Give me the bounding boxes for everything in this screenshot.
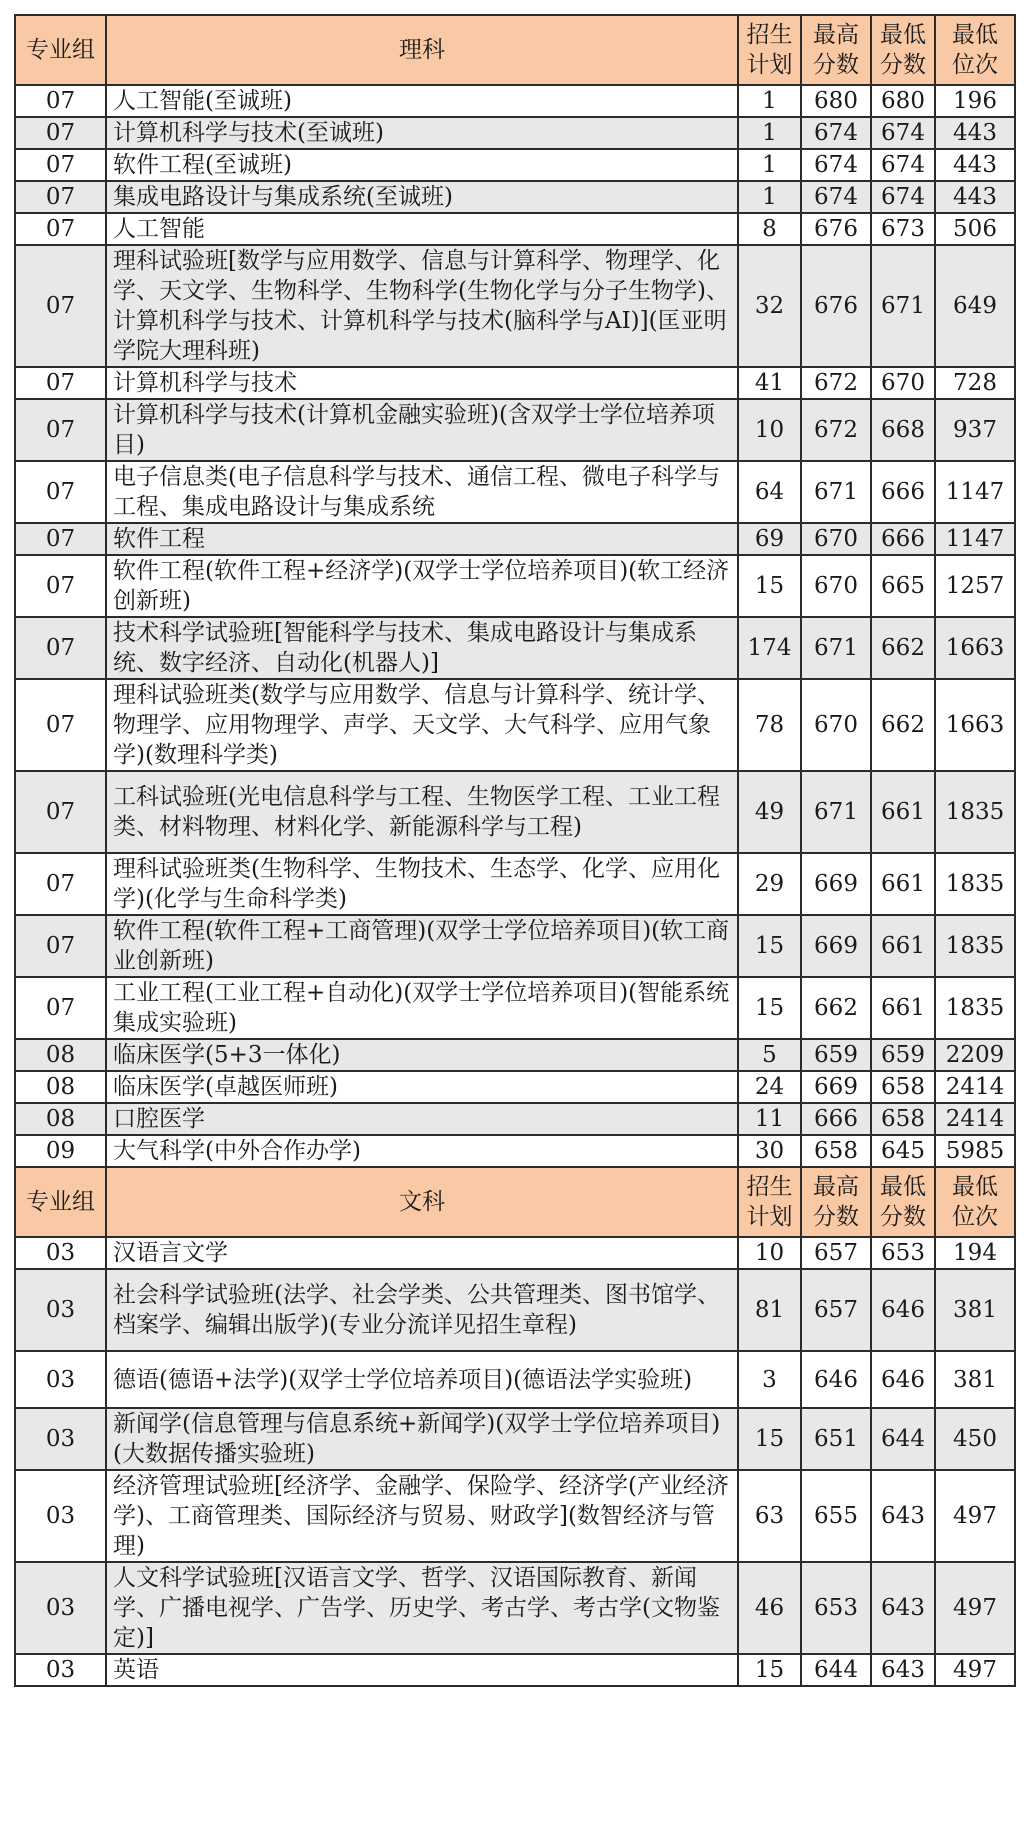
group-cell: 03 bbox=[15, 1470, 106, 1562]
min-score-cell: 665 bbox=[871, 555, 935, 617]
major-cell: 工业工程(工业工程+自动化)(双学士学位培养项目)(智能系统集成实验班) bbox=[106, 977, 738, 1039]
major-cell: 汉语言文学 bbox=[106, 1237, 738, 1269]
table-row bbox=[15, 1562, 1015, 1654]
header-plan-label: 招生 计划 bbox=[738, 15, 801, 85]
header-max-label: 最高 分数 bbox=[801, 15, 871, 85]
min-score-cell: 674 bbox=[871, 149, 935, 181]
min-rank-cell: 728 bbox=[935, 367, 1015, 399]
table-row bbox=[15, 679, 1015, 771]
min-score-cell: 646 bbox=[871, 1351, 935, 1408]
group-cell: 07 bbox=[15, 461, 106, 523]
min-rank-cell: 194 bbox=[935, 1237, 1015, 1269]
max-score-cell: 653 bbox=[801, 1562, 871, 1654]
major-cell: 德语(德语+法学)(双学士学位培养项目)(德语法学实验班) bbox=[106, 1351, 738, 1408]
min-rank-cell: 497 bbox=[935, 1654, 1015, 1686]
min-rank-cell: 2414 bbox=[935, 1103, 1015, 1135]
plan-cell: 1 bbox=[738, 181, 801, 213]
table-row bbox=[15, 1103, 1015, 1135]
table-row bbox=[15, 1135, 1015, 1167]
group-cell: 07 bbox=[15, 555, 106, 617]
major-cell: 软件工程(软件工程+经济学)(双学士学位培养项目)(软工经济创新班) bbox=[106, 555, 738, 617]
min-score-cell: 643 bbox=[871, 1562, 935, 1654]
table-row bbox=[15, 1237, 1015, 1269]
plan-cell: 24 bbox=[738, 1071, 801, 1103]
min-rank-cell: 381 bbox=[935, 1351, 1015, 1408]
min-rank-cell: 443 bbox=[935, 181, 1015, 213]
min-rank-cell: 497 bbox=[935, 1470, 1015, 1562]
group-cell: 09 bbox=[15, 1135, 106, 1167]
group-cell: 03 bbox=[15, 1408, 106, 1470]
min-score-cell: 680 bbox=[871, 85, 935, 117]
plan-cell: 69 bbox=[738, 523, 801, 555]
header-rank-label: 最低 位次 bbox=[935, 15, 1015, 85]
min-score-cell: 668 bbox=[871, 399, 935, 461]
min-score-cell: 644 bbox=[871, 1408, 935, 1470]
plan-cell: 64 bbox=[738, 461, 801, 523]
plan-cell: 1 bbox=[738, 149, 801, 181]
group-cell: 07 bbox=[15, 85, 106, 117]
table-row bbox=[15, 367, 1015, 399]
group-cell: 08 bbox=[15, 1103, 106, 1135]
group-cell: 07 bbox=[15, 617, 106, 679]
table-row bbox=[15, 1071, 1015, 1103]
plan-cell: 46 bbox=[738, 1562, 801, 1654]
max-score-cell: 662 bbox=[801, 977, 871, 1039]
major-cell: 工科试验班(光电信息科学与工程、生物医学工程、工业工程类、材料物理、材料化学、新能源科学与工程) bbox=[106, 771, 738, 853]
major-cell: 计算机科学与技术 bbox=[106, 367, 738, 399]
header-min-label: 最低 分数 bbox=[871, 15, 935, 85]
major-cell: 新闻学(信息管理与信息系统+新闻学)(双学士学位培养项目)(大数据传播实验班) bbox=[106, 1408, 738, 1470]
table-row bbox=[15, 149, 1015, 181]
major-cell: 大气科学(中外合作办学) bbox=[106, 1135, 738, 1167]
max-score-cell: 670 bbox=[801, 523, 871, 555]
min-score-cell: 674 bbox=[871, 181, 935, 213]
plan-cell: 3 bbox=[738, 1351, 801, 1408]
max-score-cell: 657 bbox=[801, 1269, 871, 1351]
table-row bbox=[15, 617, 1015, 679]
max-score-cell: 670 bbox=[801, 555, 871, 617]
major-cell: 理科试验班类(数学与应用数学、信息与计算科学、统计学、物理学、应用物理学、声学、天文学、大气科学、应用气象学)(数理科学类) bbox=[106, 679, 738, 771]
min-rank-cell: 450 bbox=[935, 1408, 1015, 1470]
min-score-cell: 643 bbox=[871, 1654, 935, 1686]
plan-cell: 15 bbox=[738, 555, 801, 617]
group-cell: 08 bbox=[15, 1039, 106, 1071]
plan-cell: 41 bbox=[738, 367, 801, 399]
min-score-cell: 646 bbox=[871, 1269, 935, 1351]
header-min-label: 最低 分数 bbox=[871, 1167, 935, 1237]
max-score-cell: 669 bbox=[801, 853, 871, 915]
max-score-cell: 674 bbox=[801, 117, 871, 149]
min-rank-cell: 2414 bbox=[935, 1071, 1015, 1103]
major-cell: 人工智能 bbox=[106, 213, 738, 245]
min-rank-cell: 1147 bbox=[935, 523, 1015, 555]
group-cell: 07 bbox=[15, 771, 106, 853]
group-cell: 07 bbox=[15, 181, 106, 213]
group-cell: 07 bbox=[15, 367, 106, 399]
min-score-cell: 661 bbox=[871, 977, 935, 1039]
major-cell: 临床医学(5+3一体化) bbox=[106, 1039, 738, 1071]
max-score-cell: 669 bbox=[801, 1071, 871, 1103]
header-category-label: 文科 bbox=[106, 1167, 738, 1237]
table-row bbox=[15, 555, 1015, 617]
major-cell: 口腔医学 bbox=[106, 1103, 738, 1135]
major-cell: 理科试验班类(生物科学、生物技术、生态学、化学、应用化学)(化学与生命科学类) bbox=[106, 853, 738, 915]
min-score-cell: 666 bbox=[871, 461, 935, 523]
plan-cell: 1 bbox=[738, 117, 801, 149]
major-cell: 人工智能(至诚班) bbox=[106, 85, 738, 117]
min-rank-cell: 1835 bbox=[935, 915, 1015, 977]
plan-cell: 10 bbox=[738, 1237, 801, 1269]
plan-cell: 8 bbox=[738, 213, 801, 245]
table-row bbox=[15, 853, 1015, 915]
min-rank-cell: 443 bbox=[935, 117, 1015, 149]
min-rank-cell: 649 bbox=[935, 245, 1015, 367]
table-row bbox=[15, 523, 1015, 555]
table-row bbox=[15, 771, 1015, 853]
min-rank-cell: 1147 bbox=[935, 461, 1015, 523]
major-cell: 英语 bbox=[106, 1654, 738, 1686]
header-max-label: 最高 分数 bbox=[801, 1167, 871, 1237]
max-score-cell: 676 bbox=[801, 245, 871, 367]
group-cell: 03 bbox=[15, 1654, 106, 1686]
min-score-cell: 659 bbox=[871, 1039, 935, 1071]
min-score-cell: 658 bbox=[871, 1071, 935, 1103]
min-score-cell: 661 bbox=[871, 771, 935, 853]
table-row bbox=[15, 1470, 1015, 1562]
major-cell: 软件工程 bbox=[106, 523, 738, 555]
min-rank-cell: 5985 bbox=[935, 1135, 1015, 1167]
max-score-cell: 644 bbox=[801, 1654, 871, 1686]
plan-cell: 78 bbox=[738, 679, 801, 771]
min-rank-cell: 1835 bbox=[935, 853, 1015, 915]
header-plan-label: 招生 计划 bbox=[738, 1167, 801, 1237]
min-score-cell: 674 bbox=[871, 117, 935, 149]
table-row bbox=[15, 1654, 1015, 1686]
table-row bbox=[15, 213, 1015, 245]
plan-cell: 11 bbox=[738, 1103, 801, 1135]
group-cell: 03 bbox=[15, 1562, 106, 1654]
max-score-cell: 680 bbox=[801, 85, 871, 117]
min-rank-cell: 1663 bbox=[935, 617, 1015, 679]
group-cell: 07 bbox=[15, 915, 106, 977]
major-cell: 技术科学试验班[智能科学与技术、集成电路设计与集成系统、数字经济、自动化(机器人)] bbox=[106, 617, 738, 679]
table-row bbox=[15, 85, 1015, 117]
max-score-cell: 672 bbox=[801, 399, 871, 461]
min-rank-cell: 497 bbox=[935, 1562, 1015, 1654]
plan-cell: 15 bbox=[738, 1408, 801, 1470]
min-score-cell: 645 bbox=[871, 1135, 935, 1167]
header-group-label: 专业组 bbox=[15, 15, 106, 85]
major-cell: 人文科学试验班[汉语言文学、哲学、汉语国际教育、新闻学、广播电视学、广告学、历史学、考古学、考古学(文物鉴定)] bbox=[106, 1562, 738, 1654]
group-cell: 07 bbox=[15, 679, 106, 771]
header-group-label: 专业组 bbox=[15, 1167, 106, 1237]
group-cell: 07 bbox=[15, 523, 106, 555]
max-score-cell: 666 bbox=[801, 1103, 871, 1135]
section-header-row bbox=[15, 1167, 1015, 1237]
max-score-cell: 672 bbox=[801, 367, 871, 399]
plan-cell: 15 bbox=[738, 977, 801, 1039]
plan-cell: 15 bbox=[738, 1654, 801, 1686]
group-cell: 03 bbox=[15, 1237, 106, 1269]
major-cell: 软件工程(至诚班) bbox=[106, 149, 738, 181]
major-cell: 电子信息类(电子信息科学与技术、通信工程、微电子科学与工程、集成电路设计与集成系统 bbox=[106, 461, 738, 523]
max-score-cell: 676 bbox=[801, 213, 871, 245]
min-score-cell: 661 bbox=[871, 915, 935, 977]
table-row bbox=[15, 1351, 1015, 1408]
min-rank-cell: 1257 bbox=[935, 555, 1015, 617]
max-score-cell: 674 bbox=[801, 181, 871, 213]
min-score-cell: 671 bbox=[871, 245, 935, 367]
admission-scores-table bbox=[14, 14, 1016, 1687]
major-cell: 经济管理试验班[经济学、金融学、保险学、经济学(产业经济学)、工商管理类、国际经济与贸易、财政学](数智经济与管理) bbox=[106, 1470, 738, 1562]
max-score-cell: 671 bbox=[801, 771, 871, 853]
plan-cell: 81 bbox=[738, 1269, 801, 1351]
min-rank-cell: 2209 bbox=[935, 1039, 1015, 1071]
table-row bbox=[15, 1269, 1015, 1351]
header-rank-label: 最低 位次 bbox=[935, 1167, 1015, 1237]
major-cell: 社会科学试验班(法学、社会学类、公共管理类、图书馆学、档案学、编辑出版学)(专业分流详见招生章程) bbox=[106, 1269, 738, 1351]
max-score-cell: 655 bbox=[801, 1470, 871, 1562]
min-rank-cell: 1835 bbox=[935, 977, 1015, 1039]
header-category-label: 理科 bbox=[106, 15, 738, 85]
section-header-row bbox=[15, 15, 1015, 85]
table-row bbox=[15, 117, 1015, 149]
plan-cell: 30 bbox=[738, 1135, 801, 1167]
plan-cell: 5 bbox=[738, 1039, 801, 1071]
plan-cell: 49 bbox=[738, 771, 801, 853]
group-cell: 07 bbox=[15, 853, 106, 915]
table-row bbox=[15, 915, 1015, 977]
min-score-cell: 670 bbox=[871, 367, 935, 399]
min-rank-cell: 937 bbox=[935, 399, 1015, 461]
max-score-cell: 658 bbox=[801, 1135, 871, 1167]
major-cell: 集成电路设计与集成系统(至诚班) bbox=[106, 181, 738, 213]
group-cell: 07 bbox=[15, 117, 106, 149]
min-rank-cell: 381 bbox=[935, 1269, 1015, 1351]
max-score-cell: 659 bbox=[801, 1039, 871, 1071]
max-score-cell: 657 bbox=[801, 1237, 871, 1269]
major-cell: 计算机科学与技术(至诚班) bbox=[106, 117, 738, 149]
plan-cell: 32 bbox=[738, 245, 801, 367]
major-cell: 计算机科学与技术(计算机金融实验班)(含双学士学位培养项目) bbox=[106, 399, 738, 461]
plan-cell: 1 bbox=[738, 85, 801, 117]
plan-cell: 63 bbox=[738, 1470, 801, 1562]
table-row bbox=[15, 399, 1015, 461]
table-row bbox=[15, 977, 1015, 1039]
max-score-cell: 670 bbox=[801, 679, 871, 771]
group-cell: 07 bbox=[15, 213, 106, 245]
max-score-cell: 671 bbox=[801, 617, 871, 679]
min-score-cell: 662 bbox=[871, 617, 935, 679]
table-row bbox=[15, 461, 1015, 523]
group-cell: 08 bbox=[15, 1071, 106, 1103]
min-rank-cell: 1663 bbox=[935, 679, 1015, 771]
plan-cell: 29 bbox=[738, 853, 801, 915]
min-rank-cell: 196 bbox=[935, 85, 1015, 117]
max-score-cell: 646 bbox=[801, 1351, 871, 1408]
min-score-cell: 643 bbox=[871, 1470, 935, 1562]
min-score-cell: 666 bbox=[871, 523, 935, 555]
table-row bbox=[15, 181, 1015, 213]
min-rank-cell: 506 bbox=[935, 213, 1015, 245]
table-row bbox=[15, 1408, 1015, 1470]
plan-cell: 15 bbox=[738, 915, 801, 977]
min-rank-cell: 443 bbox=[935, 149, 1015, 181]
group-cell: 07 bbox=[15, 149, 106, 181]
max-score-cell: 669 bbox=[801, 915, 871, 977]
group-cell: 03 bbox=[15, 1351, 106, 1408]
group-cell: 07 bbox=[15, 245, 106, 367]
plan-cell: 174 bbox=[738, 617, 801, 679]
max-score-cell: 671 bbox=[801, 461, 871, 523]
table-row bbox=[15, 245, 1015, 367]
major-cell: 理科试验班[数学与应用数学、信息与计算科学、物理学、化学、天文学、生物科学、生物科学(生物化学与分子生物学)、计算机科学与技术、计算机科学与技术(脑科学与AI)](匡亚明学院大理科班) bbox=[106, 245, 738, 367]
min-score-cell: 661 bbox=[871, 853, 935, 915]
table-row bbox=[15, 1039, 1015, 1071]
max-score-cell: 674 bbox=[801, 149, 871, 181]
group-cell: 07 bbox=[15, 399, 106, 461]
max-score-cell: 651 bbox=[801, 1408, 871, 1470]
min-score-cell: 653 bbox=[871, 1237, 935, 1269]
min-score-cell: 673 bbox=[871, 213, 935, 245]
group-cell: 07 bbox=[15, 977, 106, 1039]
min-score-cell: 662 bbox=[871, 679, 935, 771]
major-cell: 软件工程(软件工程+工商管理)(双学士学位培养项目)(软工商业创新班) bbox=[106, 915, 738, 977]
group-cell: 03 bbox=[15, 1269, 106, 1351]
min-score-cell: 658 bbox=[871, 1103, 935, 1135]
min-rank-cell: 1835 bbox=[935, 771, 1015, 853]
plan-cell: 10 bbox=[738, 399, 801, 461]
major-cell: 临床医学(卓越医师班) bbox=[106, 1071, 738, 1103]
